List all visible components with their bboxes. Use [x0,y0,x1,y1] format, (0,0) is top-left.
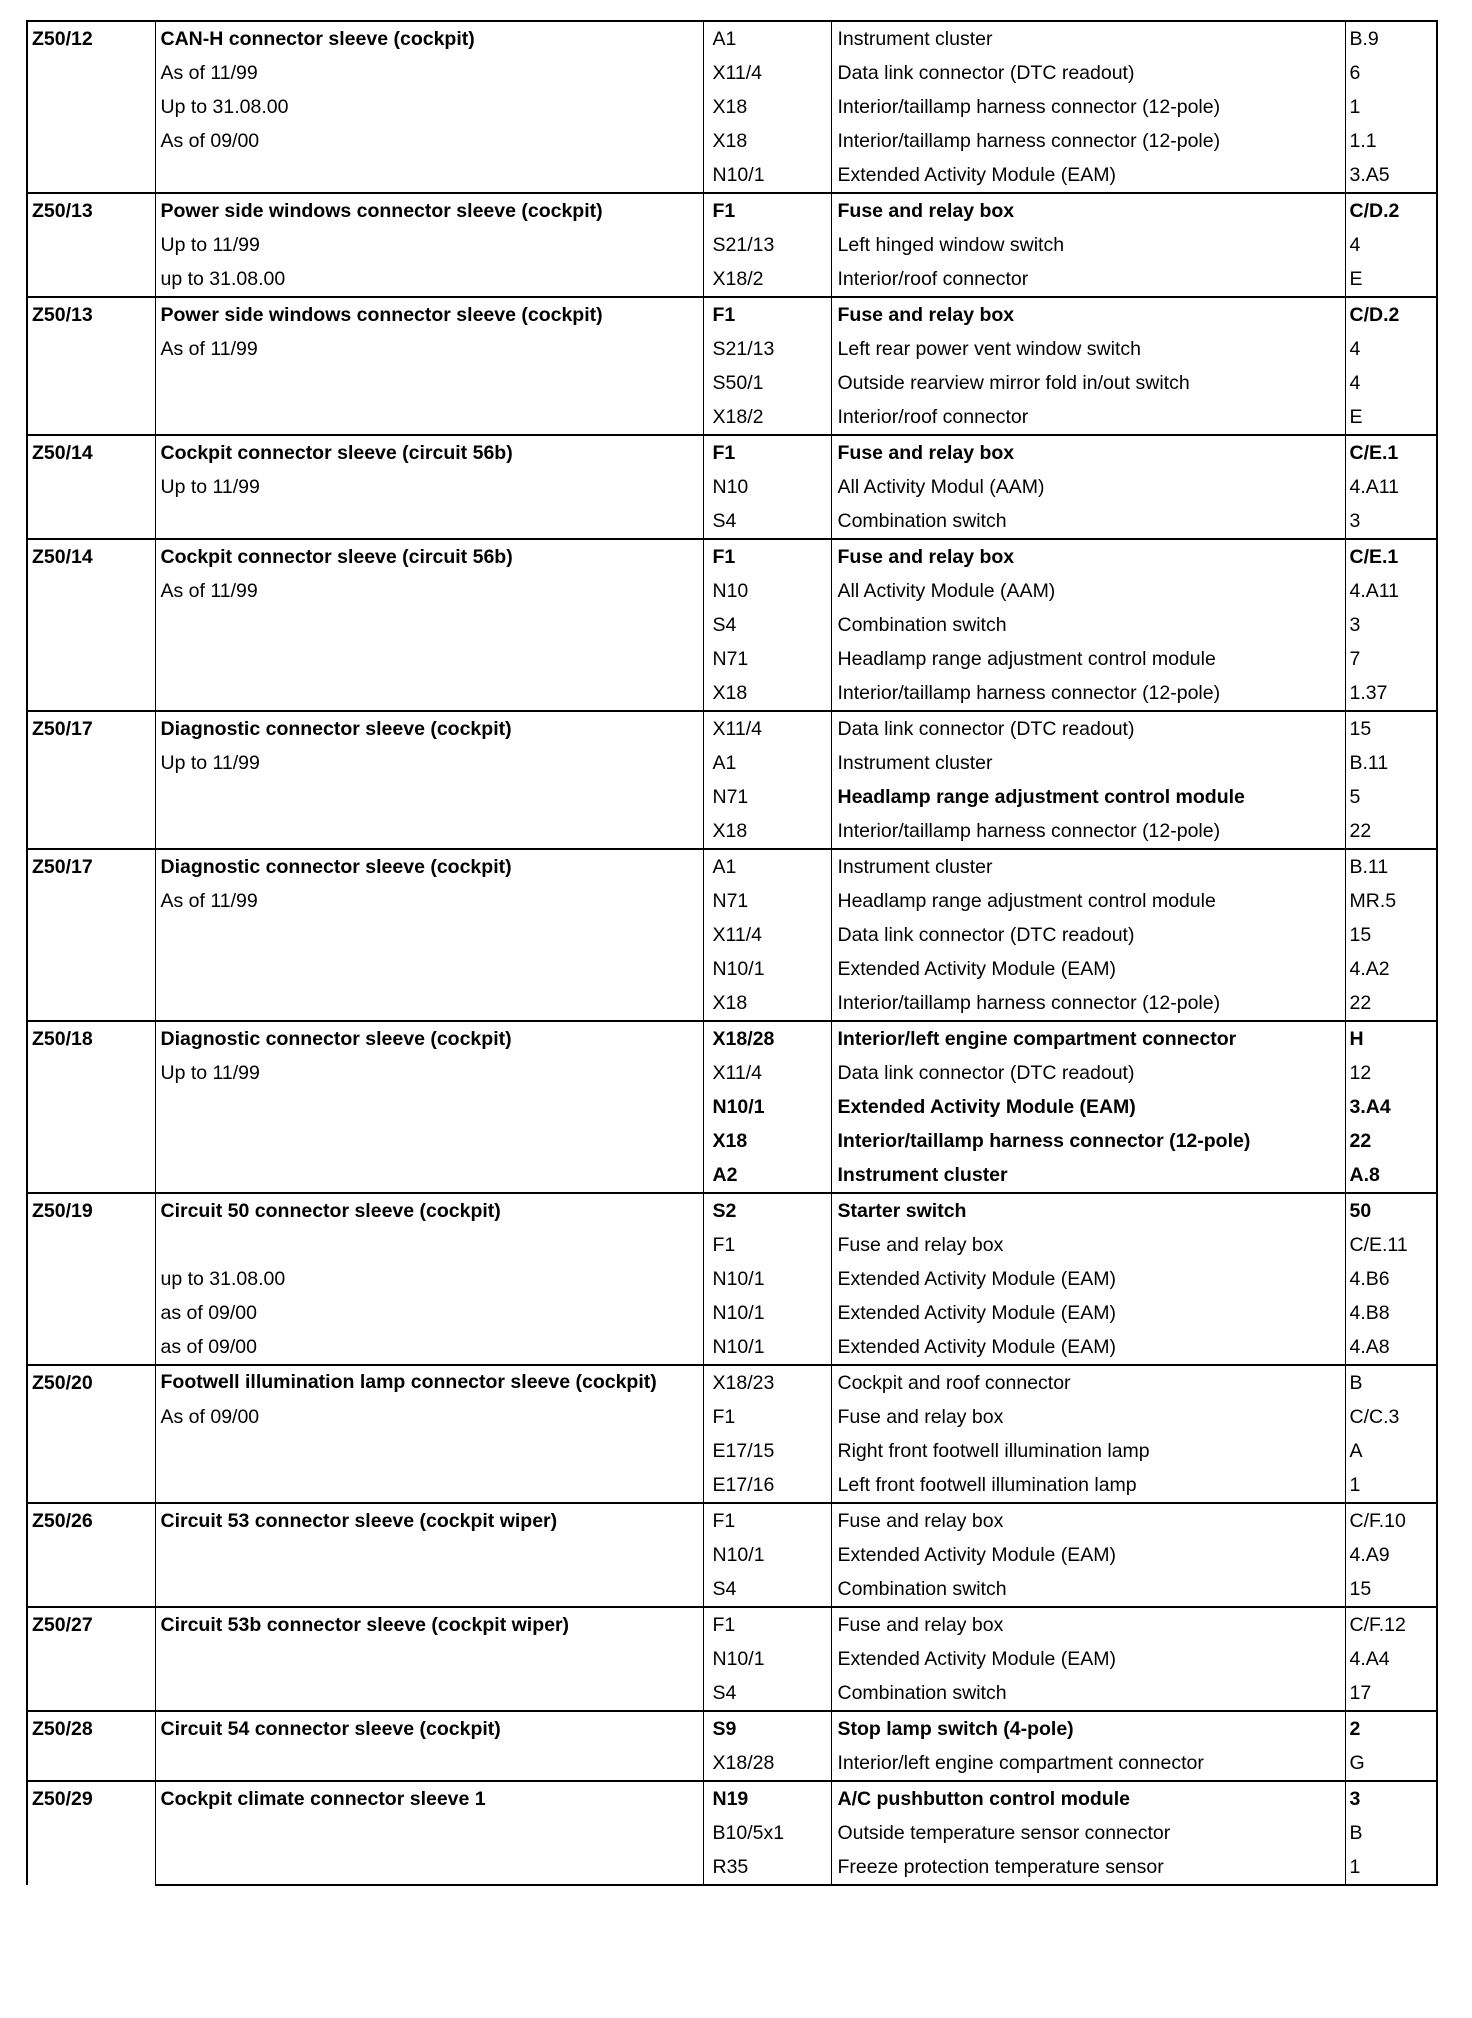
component-code: N10/1 [703,952,831,986]
table-row [27,90,1437,124]
sleeve-description [155,1434,703,1468]
table-row [27,1228,1437,1262]
component-description: Extended Activity Module (EAM) [831,1330,1345,1365]
pin-reference: 1 [1345,1850,1437,1885]
component-code: X18/23 [703,1365,831,1400]
table-row [27,1158,1437,1193]
table-row [27,539,1437,574]
connector-code: Z50/26 [27,1503,155,1607]
connector-sleeve-table [26,20,1438,1886]
pin-reference: 22 [1345,814,1437,849]
pin-reference: 4.B6 [1345,1262,1437,1296]
pin-reference: 22 [1345,1124,1437,1158]
component-code: F1 [703,539,831,574]
component-code: N10/1 [703,1330,831,1365]
component-description: A/C pushbutton control module [831,1781,1345,1816]
component-description: Fuse and relay box [831,297,1345,332]
table-row [27,1021,1437,1056]
pin-reference: 4.A8 [1345,1330,1437,1365]
component-code: A2 [703,1158,831,1193]
connector-code: Z50/19 [27,1193,155,1365]
sleeve-description [155,1572,703,1607]
component-code: X18 [703,986,831,1021]
sleeve-description [155,676,703,711]
table-row [27,1572,1437,1607]
table-row [27,986,1437,1021]
table-row [27,884,1437,918]
component-code: X18/2 [703,262,831,297]
component-code: S4 [703,1572,831,1607]
table-row [27,1262,1437,1296]
component-description: Combination switch [831,504,1345,539]
table-row [27,1056,1437,1090]
connector-code: Z50/13 [27,297,155,435]
pin-reference: 15 [1345,1572,1437,1607]
sleeve-description [155,158,703,193]
component-code: S4 [703,504,831,539]
component-description: Fuse and relay box [831,193,1345,228]
pin-reference: 6 [1345,56,1437,90]
pin-reference: 2 [1345,1711,1437,1746]
component-code: X11/4 [703,711,831,746]
table-row [27,1468,1437,1503]
component-description: Extended Activity Module (EAM) [831,1642,1345,1676]
pin-reference: 50 [1345,1193,1437,1228]
pin-reference: 4 [1345,228,1437,262]
sleeve-description: As of 11/99 [155,884,703,918]
table-row [27,400,1437,435]
pin-reference: E [1345,400,1437,435]
sleeve-description: As of 11/99 [155,574,703,608]
component-description: Interior/left engine compartment connector [831,1021,1345,1056]
component-description: Stop lamp switch (4-pole) [831,1711,1345,1746]
pin-reference: C/E.1 [1345,435,1437,470]
sleeve-description [155,1228,703,1262]
pin-reference: MR.5 [1345,884,1437,918]
component-code: R35 [703,1850,831,1885]
pin-reference: 12 [1345,1056,1437,1090]
component-description: Instrument cluster [831,21,1345,56]
component-code: X18 [703,124,831,158]
component-description: Extended Activity Module (EAM) [831,1296,1345,1330]
component-description: Headlamp range adjustment control module [831,642,1345,676]
table-row [27,435,1437,470]
component-code: A1 [703,849,831,884]
pin-reference: 1.1 [1345,124,1437,158]
pin-reference: B [1345,1365,1437,1400]
pin-reference: 1 [1345,1468,1437,1503]
pin-reference: C/E.11 [1345,1228,1437,1262]
component-code: S4 [703,1676,831,1711]
component-description: Interior/taillamp harness connector (12-pole) [831,814,1345,849]
component-description: Cockpit and roof connector [831,1365,1345,1400]
component-code: N10/1 [703,1642,831,1676]
sleeve-description [155,1538,703,1572]
table-row [27,1400,1437,1434]
table-row [27,1711,1437,1746]
component-description: Instrument cluster [831,746,1345,780]
component-code: S4 [703,608,831,642]
component-code: X18 [703,90,831,124]
table-row [27,228,1437,262]
component-code: E17/15 [703,1434,831,1468]
component-description: Interior/roof connector [831,400,1345,435]
component-description: Data link connector (DTC readout) [831,1056,1345,1090]
table-row [27,56,1437,90]
pin-reference: 5 [1345,780,1437,814]
sleeve-description [155,1676,703,1711]
pin-reference: A [1345,1434,1437,1468]
sleeve-description: Up to 11/99 [155,228,703,262]
pin-reference: H [1345,1021,1437,1056]
pin-reference: 1 [1345,90,1437,124]
table-row [27,849,1437,884]
sleeve-description [155,780,703,814]
component-description: Fuse and relay box [831,539,1345,574]
sleeve-description: as of 09/00 [155,1330,703,1365]
table-row [27,1850,1437,1885]
component-code: F1 [703,193,831,228]
sleeve-description: Up to 11/99 [155,1056,703,1090]
table-row [27,1781,1437,1816]
pin-reference: 17 [1345,1676,1437,1711]
sleeve-description [155,1850,703,1885]
component-description: Extended Activity Module (EAM) [831,1538,1345,1572]
table-row [27,1538,1437,1572]
component-code: S50/1 [703,366,831,400]
component-description: Interior/taillamp harness connector (12-pole) [831,124,1345,158]
sleeve-description: Up to 31.08.00 [155,90,703,124]
sleeve-description [155,1816,703,1850]
sleeve-description [155,504,703,539]
component-description: Outside rearview mirror fold in/out switch [831,366,1345,400]
sleeve-description: Diagnostic connector sleeve (cockpit) [155,711,703,746]
component-code: N71 [703,884,831,918]
pin-reference: E [1345,262,1437,297]
pin-reference: C/D.2 [1345,193,1437,228]
sleeve-description: Circuit 50 connector sleeve (cockpit) [155,1193,703,1228]
table-row [27,1296,1437,1330]
component-code: S21/13 [703,332,831,366]
pin-reference: 4 [1345,332,1437,366]
component-description: Extended Activity Module (EAM) [831,952,1345,986]
component-description: Freeze protection temperature sensor [831,1850,1345,1885]
table-row [27,504,1437,539]
component-code: N10/1 [703,1090,831,1124]
component-description: Headlamp range adjustment control module [831,780,1345,814]
sleeve-description: Cockpit connector sleeve (circuit 56b) [155,435,703,470]
component-code: X18/28 [703,1746,831,1781]
table-row [27,1746,1437,1781]
sleeve-description [155,1090,703,1124]
component-code: N71 [703,780,831,814]
pin-reference: 7 [1345,642,1437,676]
component-description: Outside temperature sensor connector [831,1816,1345,1850]
component-code: X18 [703,814,831,849]
component-description: Right front footwell illumination lamp [831,1434,1345,1468]
component-description: All Activity Module (AAM) [831,574,1345,608]
component-code: X18/28 [703,1021,831,1056]
component-code: F1 [703,1503,831,1538]
pin-reference: B.9 [1345,21,1437,56]
sleeve-description [155,986,703,1021]
pin-reference: C/D.2 [1345,297,1437,332]
component-code: F1 [703,1228,831,1262]
table-row [27,952,1437,986]
component-description: Combination switch [831,608,1345,642]
connector-code: Z50/14 [27,539,155,711]
pin-reference: 4.A2 [1345,952,1437,986]
component-code: N10 [703,470,831,504]
sleeve-description: Circuit 53 connector sleeve (cockpit wiper) [155,1503,703,1538]
sleeve-description [155,1158,703,1193]
component-description: Interior/taillamp harness connector (12-pole) [831,90,1345,124]
component-description: Fuse and relay box [831,1400,1345,1434]
component-description: Interior/taillamp harness connector (12-pole) [831,1124,1345,1158]
sleeve-description [155,952,703,986]
component-code: X11/4 [703,56,831,90]
component-description: Fuse and relay box [831,435,1345,470]
sleeve-description [155,400,703,435]
table-row [27,158,1437,193]
connector-code: Z50/13 [27,193,155,297]
table-row [27,608,1437,642]
table-row [27,332,1437,366]
component-description: Extended Activity Module (EAM) [831,1090,1345,1124]
sleeve-description: Up to 11/99 [155,746,703,780]
component-description: Interior/left engine compartment connector [831,1746,1345,1781]
sleeve-description: CAN-H connector sleeve (cockpit) [155,21,703,56]
component-description: Starter switch [831,1193,1345,1228]
sleeve-description: As of 11/99 [155,56,703,90]
table-row [27,780,1437,814]
connector-code: Z50/12 [27,21,155,193]
component-code: N10/1 [703,158,831,193]
sleeve-description [155,1746,703,1781]
component-code: X11/4 [703,918,831,952]
component-description: Headlamp range adjustment control module [831,884,1345,918]
sleeve-description [155,814,703,849]
pin-reference: B.11 [1345,849,1437,884]
component-description: All Activity Modul (AAM) [831,470,1345,504]
component-code: F1 [703,1607,831,1642]
sleeve-description [155,1124,703,1158]
component-description: Left rear power vent window switch [831,332,1345,366]
sleeve-description: Power side windows connector sleeve (cockpit) [155,297,703,332]
sleeve-description [155,918,703,952]
connector-code: Z50/17 [27,849,155,1021]
pin-reference: B [1345,1816,1437,1850]
table-row [27,297,1437,332]
connector-code: Z50/17 [27,711,155,849]
pin-reference: G [1345,1746,1437,1781]
pin-reference: B.11 [1345,746,1437,780]
connector-code: Z50/14 [27,435,155,539]
sleeve-description [155,366,703,400]
component-description: Interior/roof connector [831,262,1345,297]
pin-reference: C/F.12 [1345,1607,1437,1642]
component-description: Fuse and relay box [831,1228,1345,1262]
component-code: B10/5x1 [703,1816,831,1850]
pin-reference: 4.A4 [1345,1642,1437,1676]
component-code: X11/4 [703,1056,831,1090]
component-description: Extended Activity Module (EAM) [831,1262,1345,1296]
pin-reference: 3.A4 [1345,1090,1437,1124]
table-row [27,918,1437,952]
sleeve-description [155,1642,703,1676]
component-code: E17/16 [703,1468,831,1503]
component-description: Left front footwell illumination lamp [831,1468,1345,1503]
pin-reference: C/E.1 [1345,539,1437,574]
pin-reference: 4 [1345,366,1437,400]
component-code: S2 [703,1193,831,1228]
sleeve-description: Cockpit climate connector sleeve 1 [155,1781,703,1816]
sleeve-description: Diagnostic connector sleeve (cockpit) [155,1021,703,1056]
table-row [27,1642,1437,1676]
connector-code: Z50/29 [27,1781,155,1885]
component-description: Data link connector (DTC readout) [831,711,1345,746]
sleeve-description: As of 11/99 [155,332,703,366]
component-code: N19 [703,1781,831,1816]
component-description: Data link connector (DTC readout) [831,56,1345,90]
sleeve-description [155,1468,703,1503]
component-description: Interior/taillamp harness connector (12-pole) [831,986,1345,1021]
component-code: N10/1 [703,1296,831,1330]
table-row [27,1330,1437,1365]
component-description: Interior/taillamp harness connector (12-pole) [831,676,1345,711]
component-code: N71 [703,642,831,676]
sleeve-description: up to 31.08.00 [155,262,703,297]
table-row [27,1365,1437,1400]
component-description: Fuse and relay box [831,1607,1345,1642]
table-row [27,676,1437,711]
table-row [27,642,1437,676]
table-row [27,193,1437,228]
table-row [27,574,1437,608]
pin-reference: 3 [1345,504,1437,539]
table-row [27,711,1437,746]
pin-reference: 4.A9 [1345,1538,1437,1572]
connector-code: Z50/27 [27,1607,155,1711]
sleeve-description: Cockpit connector sleeve (circuit 56b) [155,539,703,574]
component-description: Instrument cluster [831,1158,1345,1193]
component-code: S9 [703,1711,831,1746]
table-row [27,1434,1437,1468]
pin-reference: 3.A5 [1345,158,1437,193]
table-row [27,366,1437,400]
table-row [27,470,1437,504]
table-row [27,1607,1437,1642]
component-code: X18 [703,1124,831,1158]
component-code: S21/13 [703,228,831,262]
table-row [27,21,1437,56]
pin-reference: C/F.10 [1345,1503,1437,1538]
component-code: A1 [703,21,831,56]
sleeve-description: Diagnostic connector sleeve (cockpit) [155,849,703,884]
pin-reference: 22 [1345,986,1437,1021]
component-code: N10/1 [703,1262,831,1296]
component-description: Combination switch [831,1676,1345,1711]
pin-reference: 1.37 [1345,676,1437,711]
component-description: Extended Activity Module (EAM) [831,158,1345,193]
table-row [27,1676,1437,1711]
pin-reference: A.8 [1345,1158,1437,1193]
sleeve-description: as of 09/00 [155,1296,703,1330]
component-description: Left hinged window switch [831,228,1345,262]
pin-reference: 4.B8 [1345,1296,1437,1330]
connector-code: Z50/20 [27,1365,155,1503]
connector-code: Z50/18 [27,1021,155,1193]
table-row [27,1124,1437,1158]
table-row [27,746,1437,780]
component-code: F1 [703,297,831,332]
pin-reference: C/C.3 [1345,1400,1437,1434]
sleeve-description: Footwell illumination lamp connector sleeve (cockpit) [155,1365,703,1400]
table-row [27,262,1437,297]
pin-reference: 4.A11 [1345,574,1437,608]
pin-reference: 15 [1345,918,1437,952]
table-row [27,1090,1437,1124]
component-description: Fuse and relay box [831,1503,1345,1538]
table-row [27,814,1437,849]
sleeve-description: As of 09/00 [155,1400,703,1434]
component-description: Instrument cluster [831,849,1345,884]
sleeve-description: Power side windows connector sleeve (cockpit) [155,193,703,228]
component-description: Combination switch [831,1572,1345,1607]
pin-reference: 4.A11 [1345,470,1437,504]
sleeve-description: Up to 11/99 [155,470,703,504]
table-row [27,1816,1437,1850]
pin-reference: 3 [1345,1781,1437,1816]
sleeve-description: Circuit 53b connector sleeve (cockpit wiper) [155,1607,703,1642]
table-row [27,124,1437,158]
component-code: A1 [703,746,831,780]
connector-code: Z50/28 [27,1711,155,1781]
component-code: F1 [703,1400,831,1434]
sleeve-description: up to 31.08.00 [155,1262,703,1296]
pin-reference: 15 [1345,711,1437,746]
component-code: X18 [703,676,831,711]
pin-reference: 3 [1345,608,1437,642]
table-row [27,1503,1437,1538]
component-description: Data link connector (DTC readout) [831,918,1345,952]
sleeve-description [155,642,703,676]
component-code: X18/2 [703,400,831,435]
component-code: F1 [703,435,831,470]
component-code: N10/1 [703,1538,831,1572]
sleeve-description [155,608,703,642]
component-code: N10 [703,574,831,608]
sleeve-description: Circuit 54 connector sleeve (cockpit) [155,1711,703,1746]
table-row [27,1193,1437,1228]
sleeve-description: As of 09/00 [155,124,703,158]
